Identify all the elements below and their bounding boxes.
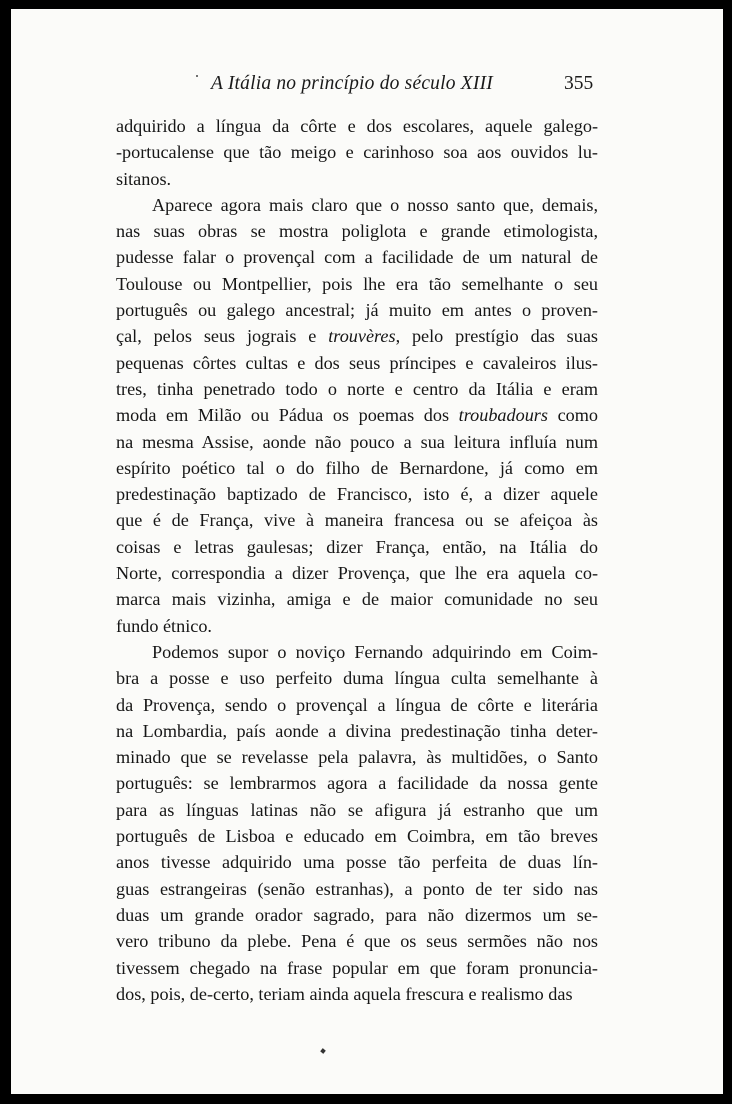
page-header — [11, 73, 723, 103]
text-line: sitanos. — [116, 168, 172, 189]
text-line: fundo étnico. — [116, 615, 212, 636]
text-line: pudesse falar o provençal com a facilidade de um natural de — [116, 247, 598, 268]
italic-term: troubadours — [458, 405, 548, 426]
text-line: Aparece agora mais claro que o nosso santo que, demais, — [152, 194, 598, 215]
text-line: coisas e letras gaulesas; dizer França, então, na Itália do — [116, 536, 598, 557]
text-line: vero tribuno da plebe. Pena é que os seus sermões não nos — [116, 931, 598, 952]
text-line: guas estrangeiras (senão estranhas), a ponto de ter sido nas — [116, 878, 598, 899]
text-line: pequenas côrtes cultas e dos seus príncipes e cavaleiros ilus- — [116, 352, 598, 373]
text-line: duas um grande orador sagrado, para não dizermos um se- — [116, 904, 598, 925]
paragraph-3 — [116, 639, 598, 1007]
text-line: na Lombardia, país aonde a divina predestinação tinha deter- — [116, 720, 598, 741]
text-line: da Provença, sendo o provençal a língua de côrte e literária — [116, 694, 598, 715]
text-line: dos, pois, de-certo, teriam ainda aquela frescura e realismo das — [116, 983, 573, 1004]
body-text — [116, 113, 598, 1007]
text-line: Podemos supor o noviço Fernando adquirindo em Coim- — [152, 641, 598, 662]
book-page — [11, 9, 723, 1094]
text-line: moda em Milão ou Pádua os poemas dos troubadours como — [116, 405, 598, 426]
text-line: tivessem chegado na frase popular em que foram pronuncia- — [116, 957, 598, 978]
text-line: marca mais vizinha, amiga e de maior comunidade no seu — [116, 589, 598, 610]
print-speck — [320, 1048, 326, 1054]
text-line: para as línguas latinas não se afigura já estranho que um — [116, 799, 598, 820]
text-line: Norte, correspondia a dizer Provença, que lhe era aquela co- — [116, 563, 598, 584]
text-line: que é de França, vive à maneira francesa ou se afeiçoa às — [116, 510, 598, 531]
text-line: -portucalense que tão meigo e carinhoso soa aos ouvidos lu- — [116, 142, 598, 163]
text-line: espírito poético tal o do filho de Bernardone, já como em — [116, 457, 598, 478]
text-line: português ou galego ancestral; já muito em antes o proven- — [116, 300, 598, 321]
paragraph-1 — [116, 113, 598, 192]
page-number: 355 — [564, 73, 594, 94]
text-line: português: se lembrarmos agora a facilidade da nossa gente — [116, 773, 598, 794]
text-line: tres, tinha penetrado todo o norte e centro da Itália e eram — [116, 378, 598, 399]
paragraph-2 — [116, 192, 598, 639]
text-line: nas suas obras se mostra poliglota e grande etimologista, — [116, 221, 598, 242]
text-line: adquirido a língua da côrte e dos escolares, aquele galego- — [116, 116, 598, 136]
text-line: çal, pelos seus jograis e trouvères, pelo prestígio das suas — [116, 326, 599, 347]
text-line: predestinação baptizado de Francisco, isto é, a dizer aquele — [116, 484, 598, 505]
text-line: português de Lisboa e educado em Coimbra, em tão breves — [116, 826, 598, 847]
running-title: A Itália no princípio do século XIII — [211, 73, 493, 94]
text-line: anos tivesse adquirido uma posse tão perfeita de duas lín- — [116, 852, 598, 873]
italic-term: trouvères — [328, 326, 396, 347]
text-line: Toulouse ou Montpellier, pois lhe era tão semelhante o seu — [116, 273, 598, 294]
text-line: bra a posse e uso perfeito duma língua culta semelhante à — [116, 668, 598, 689]
text-line: minado que se revelasse pela palavra, às multidões, o Santo — [116, 747, 598, 768]
text-line: na mesma Assise, aonde não pouco a sua leitura influía num — [116, 431, 598, 452]
